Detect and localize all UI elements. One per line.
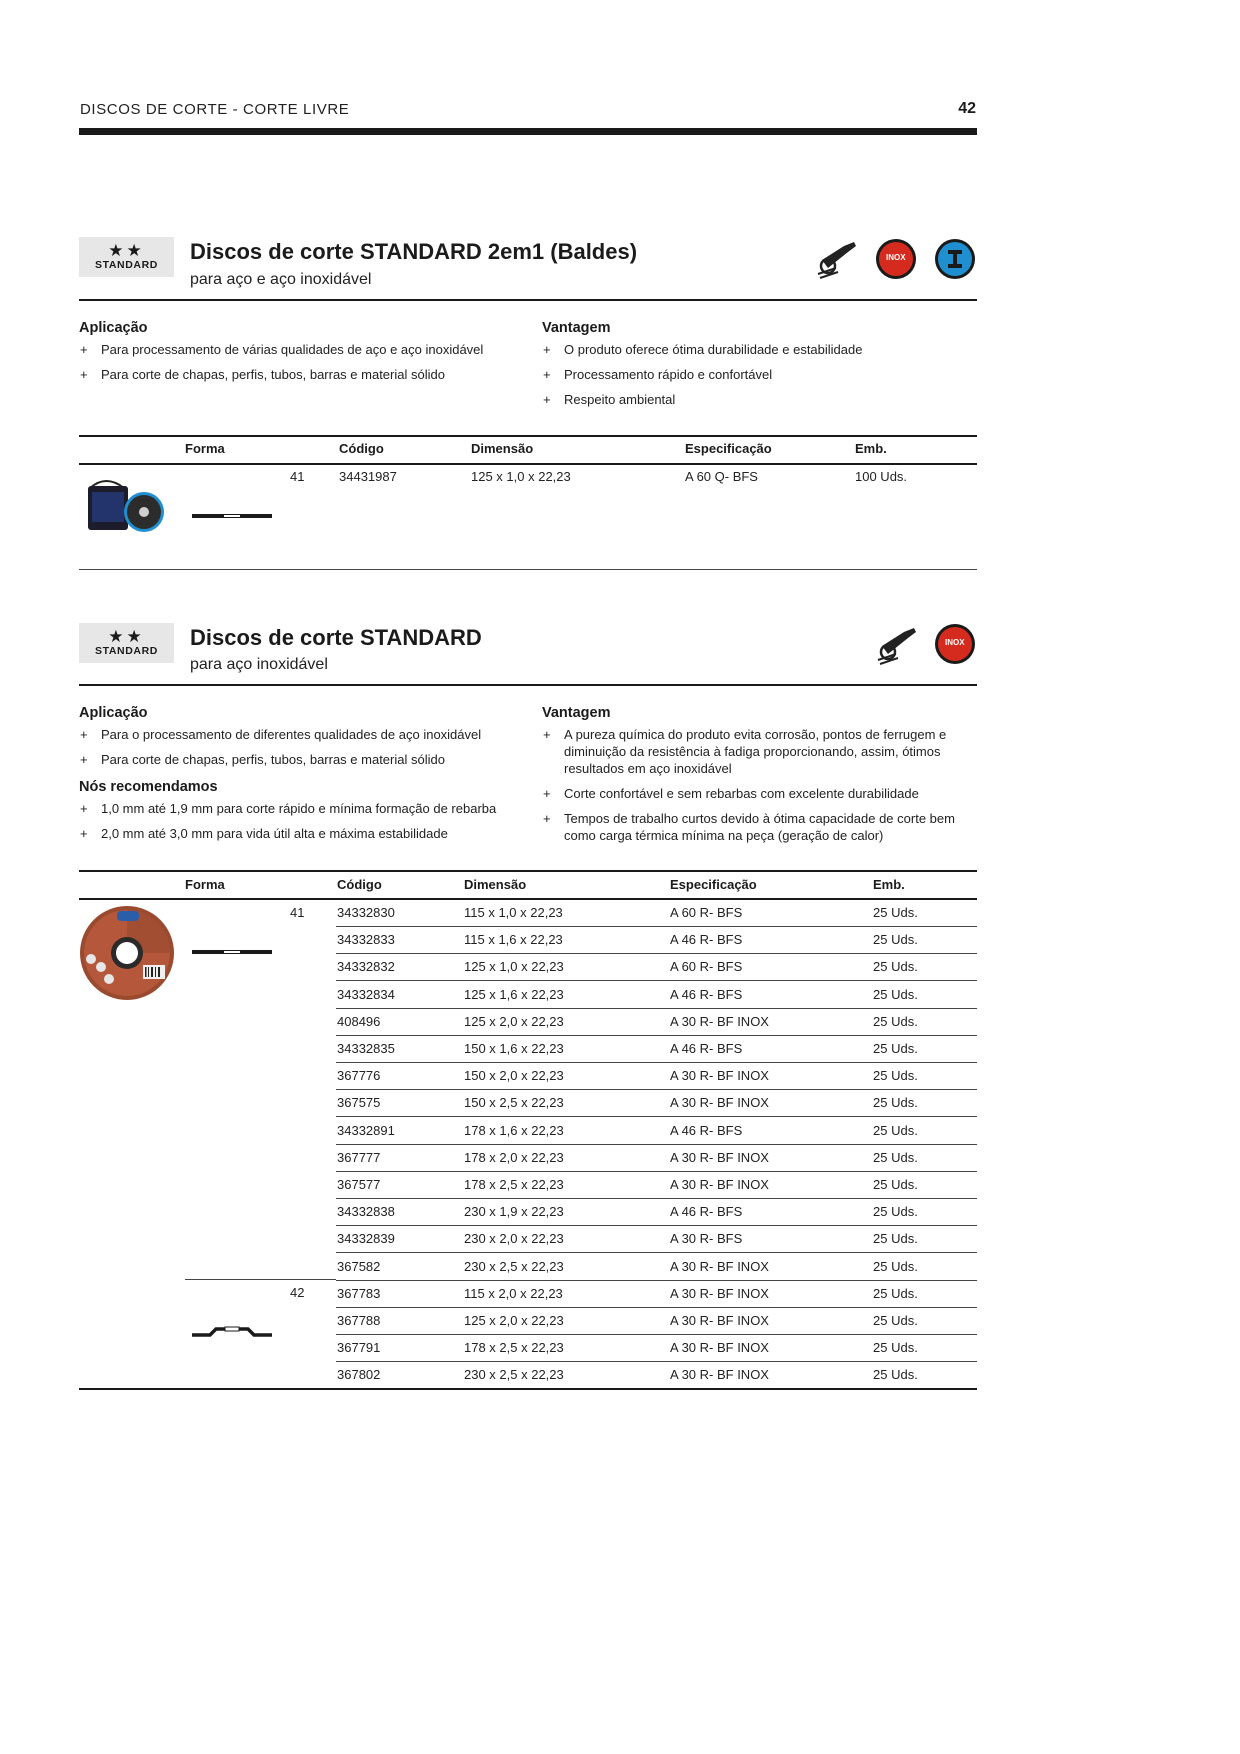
table-row-divider — [336, 953, 977, 954]
emb-value: 25 Uds. — [873, 959, 918, 975]
list-item: + 1,0 mm até 1,9 mm para corte rápido e mínima formação de rebarba — [79, 800, 524, 817]
list-item: + A pureza química do produto evita corrosão, pontos de ferrugem e diminuição da resistência à fadiga proporcionando, assim, ótimos resultados em aço inoxidável — [542, 726, 972, 777]
especificacao-value: A 30 R- BF INOX — [670, 1313, 769, 1328]
codigo-value: 34431987 — [339, 469, 397, 484]
codigo-value: 367783 — [337, 1285, 381, 1301]
table-row-divider — [336, 1198, 977, 1199]
application-heading: Aplicação — [79, 705, 148, 721]
dimensao-value: 115 x 1,6 x 22,23 — [464, 932, 563, 948]
application-list — [79, 726, 524, 776]
table-row-divider — [336, 1144, 977, 1145]
list-item: + Corte confortável e sem rebarbas com excelente durabilidade — [542, 785, 972, 802]
col-header-especificacao: Especificação — [670, 877, 757, 892]
table-row-divider — [336, 926, 977, 927]
especificacao-value: A 30 R- BF INOX — [670, 1367, 769, 1383]
especificacao-value: A 30 R- BF INOX — [670, 1149, 769, 1165]
especificacao-value: A 30 R- BF INOX — [670, 1177, 769, 1192]
dimensao-value: 230 x 2,0 x 22,23 — [464, 1231, 564, 1247]
list-item: + Para corte de chapas, perfis, tubos, barras e material sólido — [79, 366, 519, 383]
codigo-value: 34332839 — [337, 1231, 395, 1247]
emb-value: 25 Uds. — [873, 1285, 918, 1301]
section-title: Discos de corte STANDARD 2em1 (Baldes) — [190, 239, 638, 264]
codigo-value: 34332834 — [337, 986, 395, 1002]
col-header-emb: Emb. — [873, 877, 905, 892]
angle-grinder-icon — [814, 238, 860, 280]
table-row-divider — [336, 1334, 977, 1335]
dimensao-value: 178 x 1,6 x 22,23 — [464, 1122, 564, 1138]
list-item: + 2,0 mm até 3,0 mm para vida útil alta e máxima estabilidade — [79, 825, 524, 842]
inox-icon: INOX — [876, 239, 916, 279]
codigo-value: 34332832 — [337, 959, 395, 975]
codigo-value: 408496 — [337, 1013, 381, 1029]
codigo-value: 367802 — [337, 1367, 381, 1383]
col-header-especificacao: Especificação — [685, 441, 772, 456]
especificacao-value: A 60 Q- BFS — [685, 469, 758, 484]
codigo-value: 34332891 — [337, 1122, 395, 1138]
forma-value: 41 — [290, 469, 305, 484]
especificacao-value: A 60 R- BFS — [670, 905, 743, 920]
cutting-disc-image — [79, 905, 175, 1001]
shape-41-icon — [192, 514, 272, 518]
emb-value: 25 Uds. — [873, 1204, 918, 1220]
emb-value: 25 Uds. — [873, 1177, 918, 1192]
emb-value: 25 Uds. — [873, 905, 918, 920]
table-row-divider — [336, 1171, 977, 1172]
section-subtitle: para aço e aço inoxidável — [190, 271, 372, 288]
emb-value: 25 Uds. — [873, 1013, 918, 1029]
inox-icon: INOX — [935, 624, 975, 664]
list-item: + O produto oferece ótima durabilidade e estabilidade — [542, 341, 972, 358]
emb-value: 25 Uds. — [873, 1231, 918, 1247]
especificacao-value: A 30 R- BF INOX — [670, 1285, 769, 1301]
codigo-value: 34332835 — [337, 1041, 395, 1056]
table-row-divider — [336, 1116, 977, 1117]
application-heading: Aplicação — [79, 320, 148, 336]
emb-value: 25 Uds. — [873, 986, 918, 1002]
dimensao-value: 125 x 1,0 x 22,23 — [464, 959, 564, 975]
list-item: + Para corte de chapas, perfis, tubos, barras e material sólido — [79, 751, 524, 768]
codigo-value: 34332838 — [337, 1204, 395, 1220]
section-rule — [79, 299, 977, 301]
especificacao-value: A 30 R- BF INOX — [670, 1013, 769, 1029]
codigo-value: 34332830 — [337, 905, 395, 920]
col-header-emb: Emb. — [855, 441, 887, 456]
section-title: Discos de corte STANDARD — [190, 625, 482, 650]
standard-badge — [79, 237, 174, 277]
steel-profile-icon — [935, 239, 975, 279]
especificacao-value: A 46 R- BFS — [670, 1122, 743, 1138]
list-item: + Para processamento de várias qualidades de aço e aço inoxidável — [79, 341, 519, 358]
emb-value: 100 Uds. — [855, 469, 908, 484]
table-row-divider — [336, 1035, 977, 1036]
dimensao-value: 150 x 2,0 x 22,23 — [464, 1068, 564, 1084]
col-header-codigo: Código — [337, 877, 382, 892]
emb-value: 25 Uds. — [873, 1041, 918, 1056]
badge-stars: ★★ — [108, 241, 145, 260]
emb-value: 25 Uds. — [873, 1367, 918, 1383]
especificacao-value: A 46 R- BFS — [670, 1204, 743, 1220]
especificacao-value: A 30 R- BF INOX — [670, 1068, 769, 1084]
codigo-value: 367776 — [337, 1068, 381, 1084]
dimensao-value: 230 x 2,5 x 22,23 — [464, 1367, 564, 1383]
shape-41-icon — [192, 950, 272, 954]
especificacao-value: A 46 R- BFS — [670, 1041, 743, 1056]
list-item: + Processamento rápido e confortável — [542, 366, 972, 383]
dimensao-value: 115 x 2,0 x 22,23 — [464, 1285, 563, 1301]
shape-42-icon — [190, 1325, 274, 1339]
col-header-forma: Forma — [185, 877, 225, 892]
advantage-list — [542, 341, 972, 416]
dimensao-value: 150 x 1,6 x 22,23 — [464, 1041, 564, 1056]
codigo-value: 367777 — [337, 1149, 381, 1165]
table-row-divider — [336, 1062, 977, 1063]
emb-value: 25 Uds. — [873, 1340, 918, 1356]
especificacao-value: A 30 R- BF INOX — [670, 1340, 769, 1356]
recommend-heading: Nós recomendamos — [79, 779, 218, 795]
especificacao-value: A 30 R- BF INOX — [670, 1258, 769, 1274]
codigo-value: 367577 — [337, 1177, 381, 1192]
dimensao-value: 150 x 2,5 x 22,23 — [464, 1095, 564, 1111]
dimensao-value: 125 x 2,0 x 22,23 — [464, 1313, 564, 1328]
running-title: DISCOS DE CORTE - CORTE LIVRE — [80, 101, 350, 118]
advantage-list — [542, 726, 972, 852]
codigo-value: 367575 — [337, 1095, 381, 1111]
emb-value: 25 Uds. — [873, 1122, 918, 1138]
table-row-divider — [336, 1252, 977, 1253]
especificacao-value: A 30 R- BFS — [670, 1231, 743, 1247]
table-row-divider — [336, 1225, 977, 1226]
badge-label: STANDARD — [95, 645, 158, 657]
codigo-value: 367582 — [337, 1258, 381, 1274]
dimensao-value: 125 x 1,0 x 22,23 — [471, 469, 571, 484]
col-header-dimensao: Dimensão — [471, 441, 534, 456]
bucket-product-image — [84, 474, 168, 534]
section-rule — [79, 684, 977, 686]
header-rule — [79, 128, 977, 135]
especificacao-value: A 46 R- BFS — [670, 932, 743, 948]
dimensao-value: 125 x 2,0 x 22,23 — [464, 1013, 564, 1029]
col-header-forma: Forma — [185, 441, 225, 456]
codigo-value: 367791 — [337, 1340, 381, 1356]
emb-value: 25 Uds. — [873, 1313, 918, 1328]
dimensao-value: 178 x 2,5 x 22,23 — [464, 1177, 564, 1192]
forma-value: 41 — [290, 905, 305, 920]
advantage-heading: Vantagem — [542, 320, 611, 336]
dimensao-value: 115 x 1,0 x 22,23 — [464, 905, 563, 920]
col-header-codigo: Código — [339, 441, 384, 456]
table-row-divider — [336, 1008, 977, 1009]
recommend-list — [79, 800, 524, 850]
standard-badge — [79, 623, 174, 663]
col-header-dimensao: Dimensão — [464, 877, 527, 892]
table-row-divider — [336, 1307, 977, 1308]
table-row-divider — [336, 1361, 977, 1362]
especificacao-value: A 46 R- BFS — [670, 986, 743, 1002]
emb-value: 25 Uds. — [873, 1068, 918, 1084]
codigo-value: 367788 — [337, 1313, 381, 1328]
dimensao-value: 125 x 1,6 x 22,23 — [464, 986, 564, 1002]
list-item: + Respeito ambiental — [542, 391, 972, 408]
section-subtitle: para aço inoxidável — [190, 656, 328, 673]
table-row-divider — [336, 980, 977, 981]
codigo-value: 34332833 — [337, 932, 395, 948]
angle-grinder-icon — [874, 624, 920, 666]
especificacao-value: A 30 R- BF INOX — [670, 1095, 769, 1111]
forma-value: 42 — [290, 1285, 305, 1300]
table-row-divider — [336, 1089, 977, 1090]
badge-label: STANDARD — [95, 259, 158, 271]
page-number: 42 — [958, 100, 976, 117]
emb-value: 25 Uds. — [873, 1258, 918, 1274]
emb-value: 25 Uds. — [873, 1095, 918, 1111]
application-list — [79, 341, 519, 391]
dimensao-value: 178 x 2,0 x 22,23 — [464, 1149, 564, 1165]
advantage-heading: Vantagem — [542, 705, 611, 721]
dimensao-value: 230 x 1,9 x 22,23 — [464, 1204, 564, 1220]
list-item: + Tempos de trabalho curtos devido à ótima capacidade de corte bem como carga térmica mínima na peça (geração de calor) — [542, 810, 972, 844]
table-row-divider — [336, 1280, 977, 1281]
badge-stars: ★★ — [108, 627, 145, 646]
dimensao-value: 230 x 2,5 x 22,23 — [464, 1258, 564, 1274]
emb-value: 25 Uds. — [873, 1149, 918, 1165]
list-item: + Para o processamento de diferentes qualidades de aço inoxidável — [79, 726, 524, 743]
emb-value: 25 Uds. — [873, 932, 918, 948]
especificacao-value: A 60 R- BFS — [670, 959, 743, 975]
dimensao-value: 178 x 2,5 x 22,23 — [464, 1340, 564, 1356]
